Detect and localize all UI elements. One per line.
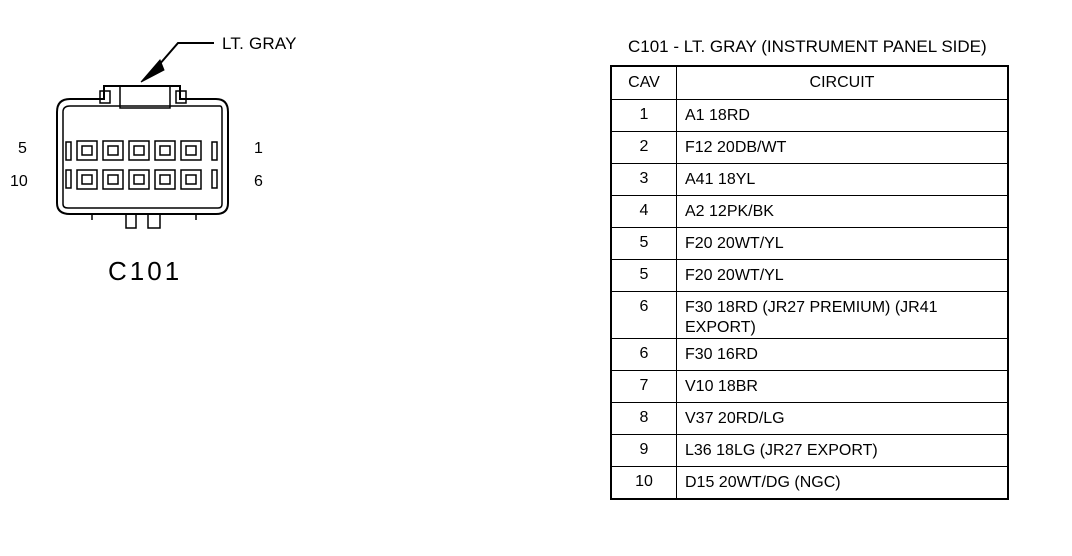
- circuit-cell: F12 20DB/WT: [677, 132, 1009, 164]
- pin-label-bottom-left: 10: [10, 173, 28, 190]
- callout-label: LT. GRAY: [222, 34, 297, 53]
- pin-label-bottom-right: 6: [254, 173, 263, 190]
- table-row: [611, 403, 1008, 435]
- cav-cell: 5: [611, 228, 677, 260]
- circuit-header: CIRCUIT: [677, 66, 1009, 100]
- cav-cell: 10: [611, 467, 677, 500]
- table-row: [611, 467, 1008, 500]
- circuit-cell: V37 20RD/LG: [677, 403, 1009, 435]
- cav-cell: 9: [611, 435, 677, 467]
- cav-cell: 1: [611, 100, 677, 132]
- table-row: [611, 435, 1008, 467]
- table-row: [611, 196, 1008, 228]
- cav-header: CAV: [611, 66, 677, 100]
- circuit-cell: A2 12PK/BK: [677, 196, 1009, 228]
- cav-cell: 5: [611, 260, 677, 292]
- pin-label-top-left: 5: [18, 140, 27, 157]
- cav-cell: 6: [611, 292, 677, 339]
- table-body: [611, 100, 1008, 500]
- pin-label-top-right: 1: [254, 140, 263, 157]
- table-row: [611, 164, 1008, 196]
- connector-name: C101: [108, 256, 183, 286]
- circuit-cell: A41 18YL: [677, 164, 1009, 196]
- cav-cell: 8: [611, 403, 677, 435]
- circuit-cell: D15 20WT/DG (NGC): [677, 467, 1009, 500]
- circuit-cell: L36 18LG (JR27 EXPORT): [677, 435, 1009, 467]
- cav-cell: 6: [611, 339, 677, 371]
- cav-cell: 2: [611, 132, 677, 164]
- table-row: [611, 339, 1008, 371]
- circuit-cell: F30 18RD (JR27 PREMIUM) (JR41 EXPORT): [677, 292, 1009, 339]
- table-row: [611, 228, 1008, 260]
- circuit-cell: V10 18BR: [677, 371, 1009, 403]
- circuit-cell: F30 16RD: [677, 339, 1009, 371]
- cav-cell: 7: [611, 371, 677, 403]
- circuit-cell: F20 20WT/YL: [677, 260, 1009, 292]
- table-row: [611, 371, 1008, 403]
- circuit-cell: A1 18RD: [677, 100, 1009, 132]
- circuit-cell: F20 20WT/YL: [677, 228, 1009, 260]
- table-row: [611, 100, 1008, 132]
- table-title: C101 - LT. GRAY (INSTRUMENT PANEL SIDE): [628, 37, 987, 56]
- table-row: [611, 260, 1008, 292]
- cav-cell: 4: [611, 196, 677, 228]
- table-row: [611, 132, 1008, 164]
- table-header-row: [611, 66, 1008, 100]
- cav-cell: 3: [611, 164, 677, 196]
- table-row: [611, 292, 1008, 339]
- cavity-table: [610, 65, 1009, 500]
